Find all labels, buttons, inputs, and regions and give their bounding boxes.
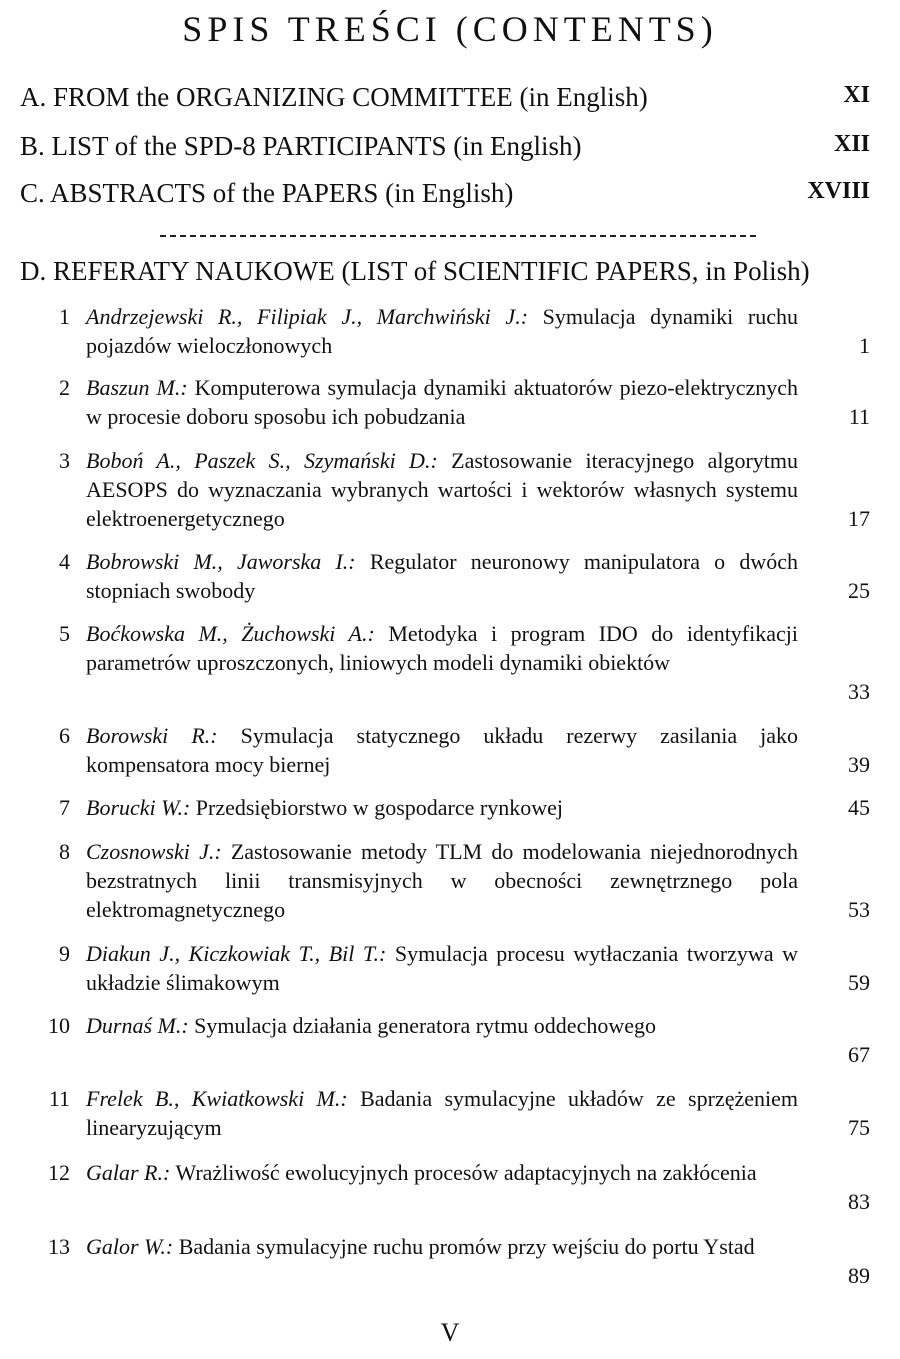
entry-title: Metodyka i program IDO do identyfikacji parametrów uproszczonych, liniowych modeli dynamiki obiektów bbox=[86, 621, 798, 675]
entry-text bbox=[86, 721, 798, 779]
entry-number: 7 bbox=[59, 795, 70, 820]
entry-title: Regulator neuronowy manipulatora o dwóch stopniach swobody bbox=[86, 549, 798, 603]
entry-title: Komputerowa symulacja dynamiki aktuatorów piezo-elektrycznych w procesie doboru sposobu ich pobudzania bbox=[86, 375, 798, 429]
entry-page: 83 bbox=[848, 1189, 870, 1214]
entry-number: 4 bbox=[59, 549, 70, 574]
section-b bbox=[20, 131, 870, 162]
entry-number: 5 bbox=[59, 621, 70, 646]
entry-page: 33 bbox=[848, 679, 870, 704]
entry-text bbox=[86, 1011, 798, 1040]
entry-text bbox=[86, 547, 798, 605]
entry-text bbox=[86, 619, 798, 677]
entry-page: 53 bbox=[848, 897, 870, 922]
entry-text bbox=[86, 446, 798, 533]
entry-page: 59 bbox=[848, 970, 870, 995]
entry-authors: Andrzejewski R., Filipiak J., Marchwiński J.: bbox=[86, 304, 529, 329]
entry-title: Zastosowanie metody TLM do modelowania niejednorodnych bezstratnych linii transmisyjnych w obecności zewnętrznego pola elektromagnetycznego bbox=[86, 839, 799, 922]
entry-number: 3 bbox=[59, 448, 70, 473]
entry-number: 9 bbox=[59, 941, 70, 966]
entry-text bbox=[86, 1084, 798, 1142]
section-a bbox=[20, 82, 870, 113]
entry-page: 25 bbox=[848, 578, 870, 603]
section-page: XVIII bbox=[807, 178, 870, 204]
entry-title: Symulacja działania generatora rytmu oddechowego bbox=[194, 1013, 656, 1038]
section-label: A. FROM the ORGANIZING COMMITTEE (in English) bbox=[20, 82, 648, 112]
entry-authors: Baszun M.: bbox=[86, 375, 188, 400]
section-page: XII bbox=[833, 131, 870, 157]
entry-number: 8 bbox=[59, 839, 70, 864]
page-number: V bbox=[440, 1318, 460, 1347]
section-label: C. ABSTRACTS of the PAPERS (in English) bbox=[20, 178, 514, 208]
entry-number: 6 bbox=[59, 723, 70, 748]
entry-text bbox=[86, 1158, 798, 1187]
entry-page: 45 bbox=[848, 795, 870, 820]
entry-authors: Durnaś M.: bbox=[86, 1013, 189, 1038]
entry-title: Symulacja dynamiki ruchu pojazdów wieloczłonowych bbox=[86, 304, 798, 358]
entry-title: Zastosowanie iteracyjnego algorytmu AESOPS do wyznaczania wybranych wartości i wektorów własnych systemu elektroenergetycznego bbox=[86, 448, 799, 531]
entry-number: 13 bbox=[48, 1234, 70, 1259]
entry-number: 2 bbox=[59, 375, 70, 400]
section-c bbox=[20, 178, 870, 209]
entry-text bbox=[86, 939, 798, 997]
entry-page: 89 bbox=[848, 1263, 870, 1288]
entry-authors: Diakun J., Kiczkowiak T., Bil T.: bbox=[86, 941, 387, 966]
page-title: SPIS TREŚCI (CONTENTS) bbox=[182, 9, 718, 49]
entry-text bbox=[86, 793, 798, 822]
divider bbox=[160, 235, 756, 237]
entry-authors: Bobrowski M., Jaworska I.: bbox=[86, 549, 356, 574]
entry-text bbox=[86, 302, 798, 360]
entry-authors: Boboń A., Paszek S., Szymański D.: bbox=[86, 448, 438, 473]
entry-page: 17 bbox=[848, 506, 870, 531]
entry-authors: Borucki W.: bbox=[86, 795, 191, 820]
entry-page: 11 bbox=[848, 404, 870, 429]
entry-text bbox=[86, 1232, 798, 1261]
entry-page: 39 bbox=[848, 752, 870, 777]
entry-page: 67 bbox=[848, 1042, 870, 1067]
entry-number: 1 bbox=[59, 304, 70, 329]
section-d: D. REFERATY NAUKOWE (LIST of SCIENTIFIC PAPERS, in Polish) bbox=[20, 256, 810, 286]
entry-authors: Borowski R.: bbox=[86, 723, 218, 748]
entry-number: 11 bbox=[48, 1086, 70, 1111]
entry-title: Symulacja procesu wytłaczania tworzywa w układzie ślimakowym bbox=[86, 941, 799, 995]
entry-text bbox=[86, 373, 798, 431]
section-label: B. LIST of the SPD-8 PARTICIPANTS (in English) bbox=[20, 131, 582, 161]
entry-title: Badania symulacyjne układów ze sprzężeniem linearyzującym bbox=[86, 1086, 798, 1140]
entry-number: 10 bbox=[48, 1013, 70, 1038]
entry-number: 12 bbox=[48, 1160, 70, 1185]
entry-page: 75 bbox=[848, 1115, 870, 1140]
entry-title: Przedsiębiorstwo w gospodarce rynkowej bbox=[195, 795, 563, 820]
entry-authors: Boćkowska M., Żuchowski A.: bbox=[86, 621, 375, 646]
entry-title: Badania symulacyjne ruchu promów przy wejściu do portu Ystad bbox=[178, 1234, 755, 1259]
entry-title: Symulacja statycznego układu rezerwy zasilania jako kompensatora mocy biernej bbox=[86, 723, 799, 777]
section-page: XI bbox=[843, 82, 870, 108]
entry-authors: Galor W.: bbox=[86, 1234, 174, 1259]
entry-page: 1 bbox=[859, 333, 870, 358]
entry-authors: Galar R.: bbox=[86, 1160, 171, 1185]
entry-title: Wrażliwość ewolucyjnych procesów adaptacyjnych na zakłócenia bbox=[175, 1160, 757, 1185]
entry-text bbox=[86, 837, 798, 924]
entry-authors: Czosnowski J.: bbox=[86, 839, 222, 864]
entry-authors: Frelek B., Kwiatkowski M.: bbox=[86, 1086, 348, 1111]
